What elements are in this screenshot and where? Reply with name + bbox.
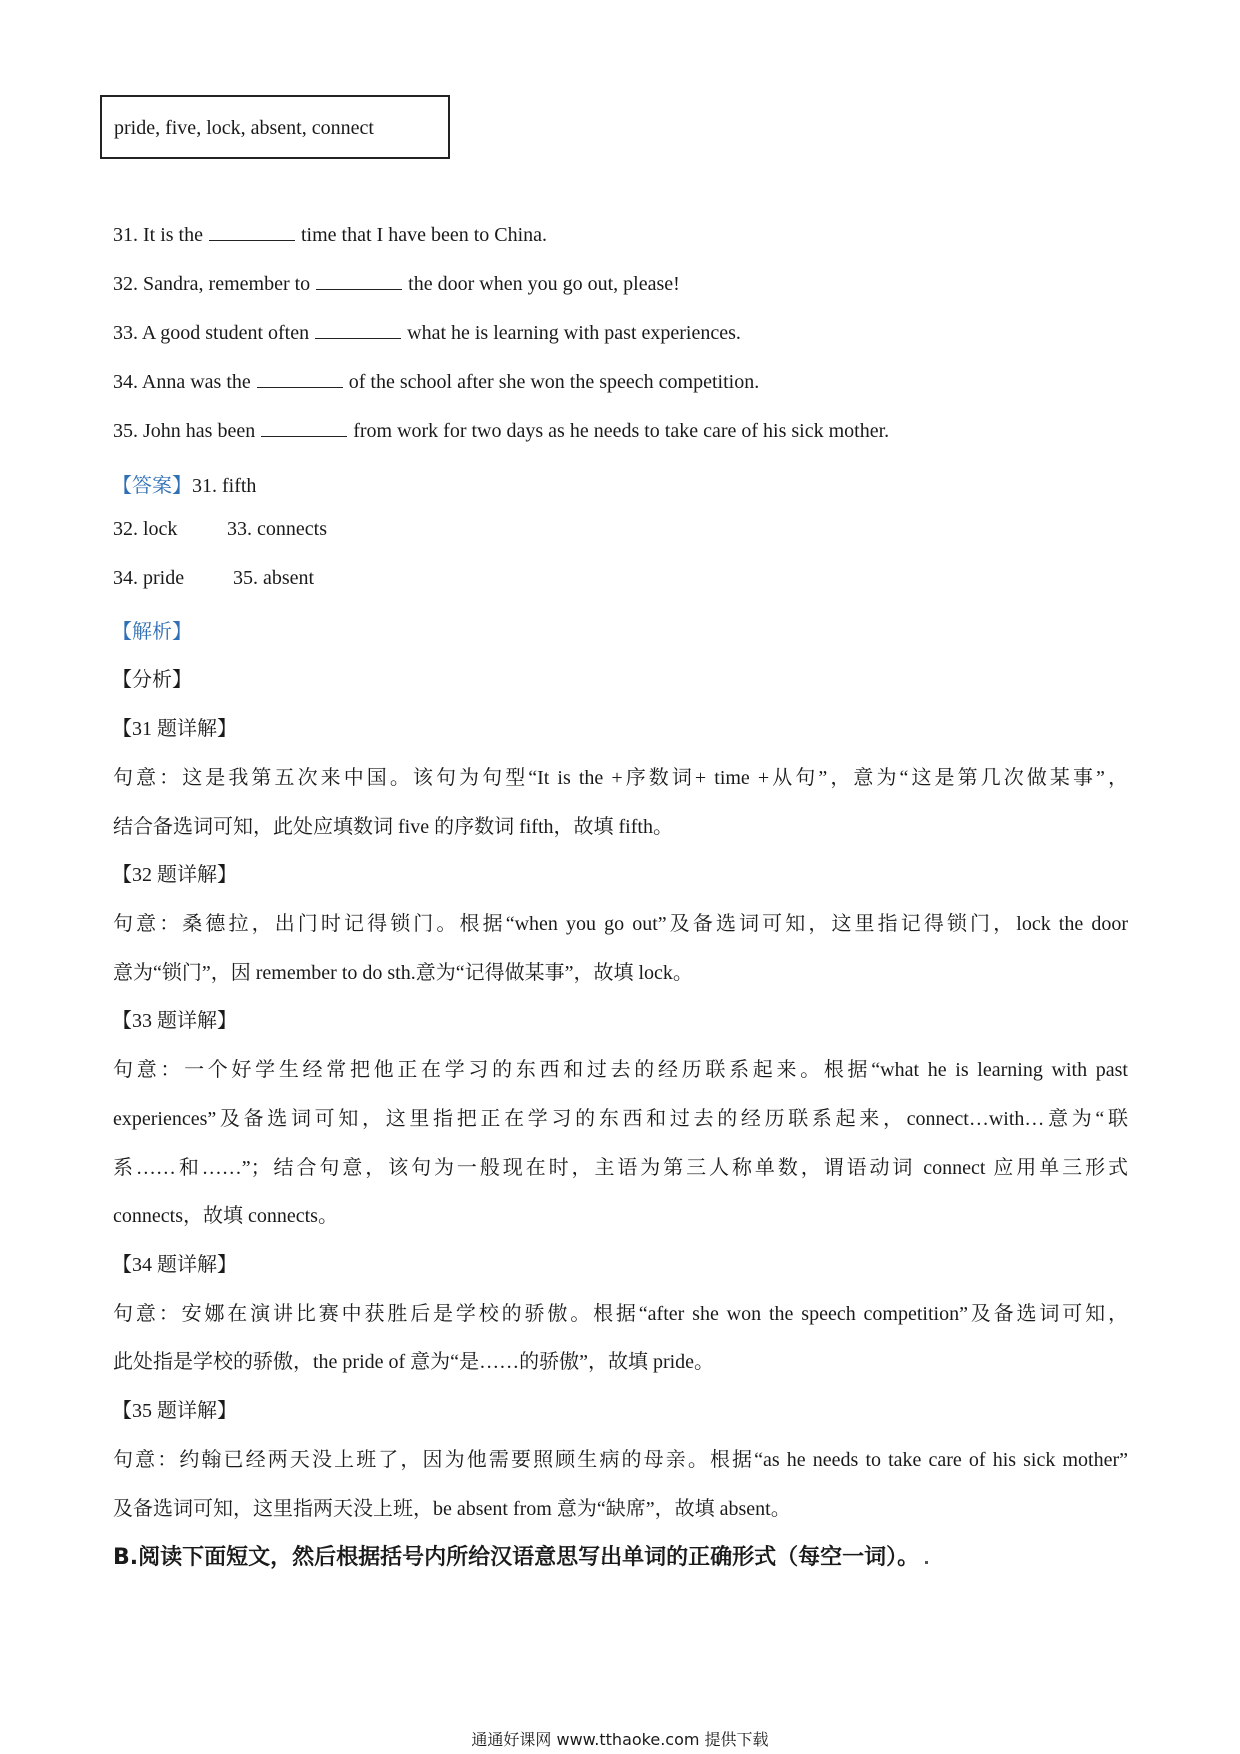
answer-blank — [315, 336, 401, 339]
answer-label: 【答案】 — [112, 475, 192, 497]
question-text-after: from work for two days as he needs to take care of his sick mother. — [353, 420, 890, 442]
question-number: 35. — [113, 420, 138, 442]
page-footer: 通通好课网 www.tthaoke.com 提供下载 — [471, 1730, 769, 1749]
question-text-before: A good student often — [141, 322, 310, 344]
question-34 — [113, 371, 759, 394]
analysis-label: 【解析】 — [112, 621, 192, 643]
question-text-after: the door when you go out, please! — [408, 273, 680, 295]
question-text-before: Anna was the — [141, 371, 251, 393]
answer-32: 32. lock — [113, 518, 178, 540]
answer-blank — [209, 238, 295, 241]
question-35 — [113, 420, 889, 443]
answer-blank — [316, 287, 402, 290]
question-text-before: It is the — [143, 224, 203, 246]
detail-34-line-1: 句意：安娜在演讲比赛中获胜后是学校的骄傲。根据“after she won the speech competition”及备选词可知， — [113, 1303, 1128, 1325]
word-bank-box — [100, 95, 450, 159]
question-number: 33. — [113, 322, 138, 344]
question-32 — [113, 273, 680, 296]
question-text-before: Sandra, remember to — [143, 273, 311, 295]
question-31 — [113, 224, 547, 247]
detail-33-line-2: experiences”及备选词可知，这里指把正在学习的东西和过去的经历联系起来，connect…with…意为“联 — [113, 1108, 1128, 1130]
detail-34-line-2: 此处指是学校的骄傲，the pride of 意为“是……的骄傲”，故填 pride。 — [113, 1351, 715, 1373]
question-text-after: what he is learning with past experiences. — [407, 322, 741, 344]
detail-32-line-1: 句意：桑德拉，出门时记得锁门。根据“when you go out”及备选词可知，这里指记得锁门，lock the door — [113, 913, 1128, 935]
answer-31: 31. fifth — [192, 475, 257, 497]
detail-33-line-1: 句意：一个好学生经常把他正在学习的东西和过去的经历联系起来。根据“what he is learning with past — [113, 1059, 1128, 1081]
detail-33-line-3: 系……和……”；结合句意，该句为一般现在时，主语为第三人称单数，谓语动词 connect 应用单三形式 — [113, 1157, 1128, 1179]
answer-33: 33. connects — [227, 518, 327, 540]
question-number: 31. — [113, 224, 138, 246]
detail-32-line-2: 意为“锁门”，因 remember to do sth.意为“记得做某事”，故填 lock。 — [113, 962, 693, 984]
detail-35-line-1: 句意：约翰已经两天没上班了，因为他需要照顾生病的母亲。根据“as he needs to take care of his sick mother” — [113, 1449, 1128, 1471]
detail-35-line-2: 及备选词可知，这里指两天没上班，be absent from 意为“缺席”，故填 absent。 — [113, 1498, 791, 1520]
answer-34: 34. pride — [113, 567, 185, 589]
detail-header-35: 【35 题详解】 — [112, 1400, 237, 1422]
detail-31-line-2: 结合备选词可知，此处应填数词 five 的序数词 fifth，故填 fifth。 — [113, 816, 673, 838]
detail-header-33: 【33 题详解】 — [112, 1010, 237, 1032]
question-text-after: time that I have been to China. — [301, 224, 548, 246]
detail-31-line-1: 句意：这是我第五次来中国。该句为句型“It is the +序数词+ time +从句”，意为“这是第几次做某事”， — [113, 767, 1128, 789]
question-33 — [113, 322, 741, 345]
answer-blank — [257, 385, 343, 388]
answer-line-1 — [112, 469, 256, 498]
question-text-after: of the school after she won the speech competition. — [348, 371, 760, 393]
section-b-text: B.阅读下面短文，然后根据括号内所给汉语意思写出单词的正确形式（每空一词）。 — [113, 1545, 920, 1570]
question-text-before: John has been — [143, 420, 256, 442]
stray-dot-mark — [925, 1561, 928, 1564]
detail-header-32: 【32 题详解】 — [112, 864, 237, 886]
detail-header-34: 【34 题详解】 — [112, 1254, 237, 1276]
detail-33-line-4: connects，故填 connects。 — [113, 1205, 338, 1227]
word-bank: pride, five, lock, absent, connect — [114, 117, 374, 139]
detail-header-31: 【31 题详解】 — [112, 718, 237, 740]
answer-35: 35. absent — [233, 567, 315, 589]
section-b-instruction — [113, 1540, 928, 1571]
answer-blank — [261, 434, 347, 437]
question-number: 34. — [113, 371, 138, 393]
fenxi-label: 【分析】 — [112, 669, 192, 691]
question-number: 32. — [113, 273, 138, 295]
